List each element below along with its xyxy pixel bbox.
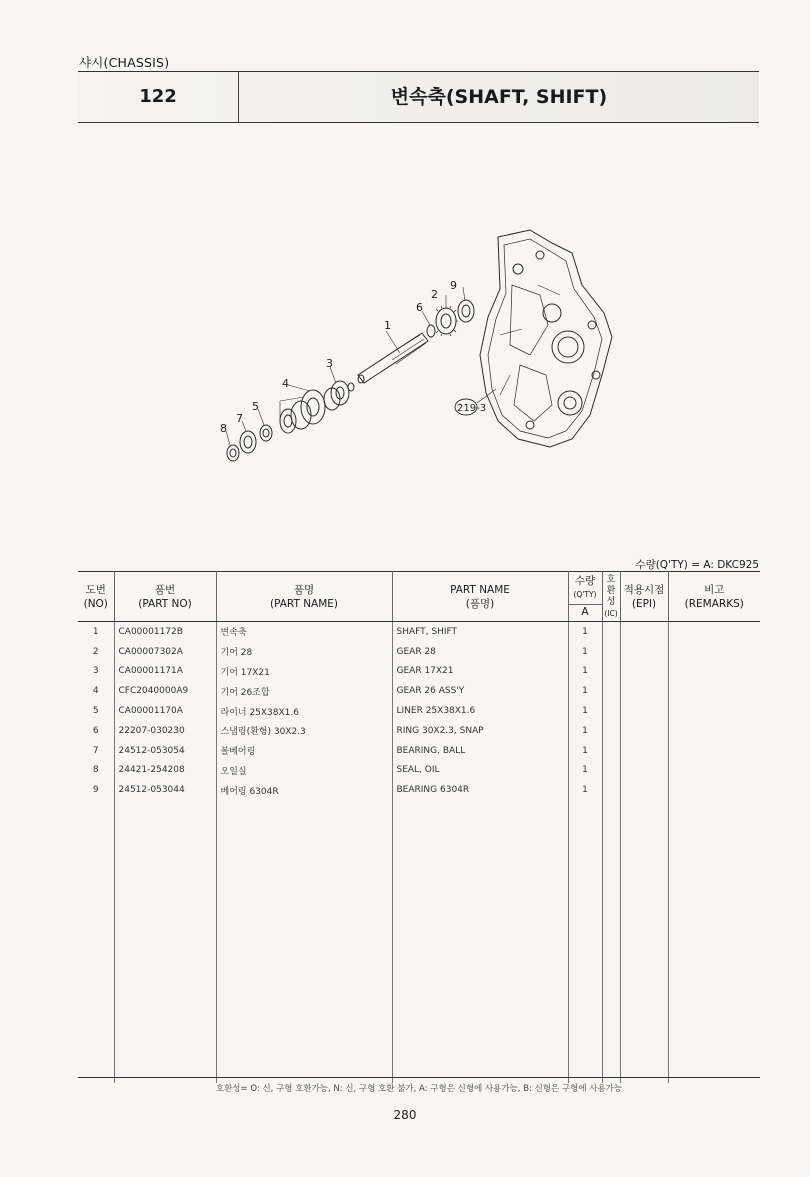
row-part-name-ko: 스냅링(환형) 30X2.3 [216,721,392,741]
reference-callout: 219-3 [457,403,487,414]
row-ic [602,701,620,721]
row-epi [620,662,668,682]
row-qty: 1 [568,622,602,642]
row-epi [620,780,668,800]
row-part-name-ko: 라이너 25X38X1.6 [216,701,392,721]
row-epi [620,642,668,662]
row-no: 2 [78,642,114,662]
row-part-no: 22207-030230 [114,721,216,741]
row-ic [602,681,620,701]
row-ic [602,642,620,662]
row-part-no: 24512-053054 [114,741,216,761]
col-header-ic: 호환성 (IC) [602,572,620,622]
row-epi [620,701,668,721]
empty-cell [216,800,392,1083]
row-ic [602,761,620,781]
part-7-bearing [240,431,256,453]
row-part-no: CA00001172B [114,622,216,642]
row-part-name-ko: 기어 26조합 [216,681,392,701]
transmission-case [480,230,612,447]
row-remarks [668,642,760,662]
table-row [78,701,760,721]
row-no: 9 [78,780,114,800]
col-header-part-no: 품번 (PART NO) [114,572,216,622]
row-qty: 1 [568,761,602,781]
callout-4: 4 [282,377,289,390]
table-row [78,761,760,781]
row-qty: 1 [568,741,602,761]
callout-7: 7 [236,412,243,425]
row-qty: 1 [568,780,602,800]
row-ic [602,721,620,741]
page-number: 280 [393,1108,417,1122]
row-qty: 1 [568,662,602,682]
row-epi [620,761,668,781]
row-part-name-en: SHAFT, SHIFT [392,622,568,642]
row-part-name-en: LINER 25X38X1.6 [392,701,568,721]
callout-5: 5 [252,400,259,413]
row-remarks [668,741,760,761]
empty-cell [620,800,668,1083]
col-header-part-name-en: PART NAME (품명) [392,572,568,622]
empty-cell [568,800,602,1083]
bottom-rule [78,1077,760,1078]
row-remarks [668,761,760,781]
part-8-seal [227,445,239,461]
table-row [78,741,760,761]
row-remarks [668,662,760,682]
row-part-name-en: GEAR 28 [392,642,568,662]
row-no: 3 [78,662,114,682]
row-no: 7 [78,741,114,761]
table-row [78,622,760,642]
parts-table [78,571,760,1083]
row-part-name-ko: 베어링 6304R [216,780,392,800]
row-part-no: CA00007302A [114,642,216,662]
empty-cell [392,800,568,1083]
row-part-name-en: BEARING, BALL [392,741,568,761]
col-header-remarks: 비고 (REMARKS) [668,572,760,622]
part-9-bearing [458,300,474,322]
table-row [78,780,760,800]
row-part-name-en: GEAR 17X21 [392,662,568,682]
exploded-parts-diagram [200,225,630,485]
part-4-gear [301,390,325,424]
callout-2: 2 [431,288,438,301]
row-no: 4 [78,681,114,701]
callout-6: 6 [416,301,423,314]
table-filler-row [78,800,760,1083]
row-part-name-en: SEAL, OIL [392,761,568,781]
callout-8: 8 [220,422,227,435]
row-part-no: CA00001171A [114,662,216,682]
part-2-gear [436,308,456,334]
row-no: 1 [78,622,114,642]
row-remarks [668,701,760,721]
qty-note: 수량(Q'TY) = A: DKC925 [635,559,759,571]
col-header-epi: 적용시점 (EPI) [620,572,668,622]
compatibility-legend: 호환성= O: 신, 구형 호환가능, N: 신, 구형 호환 불가, A: 구형은 신형에 사용가능, B: 신형은 구형에 사용가능 [215,1084,623,1094]
group-number: 122 [78,72,239,122]
row-qty: 1 [568,701,602,721]
row-no: 5 [78,701,114,721]
page-header [78,71,759,123]
row-no: 8 [78,761,114,781]
col-header-part-name-ko: 품명 (PART NAME) [216,572,392,622]
empty-cell [114,800,216,1083]
row-part-name-en: BEARING 6304R [392,780,568,800]
part-6-snap-ring [427,325,435,337]
row-ic [602,780,620,800]
row-qty: 1 [568,642,602,662]
row-part-name-ko: 기어 17X21 [216,662,392,682]
part-5-liner [260,425,272,441]
callout-9: 9 [450,279,457,292]
table-row [78,681,760,701]
row-qty: 1 [568,681,602,701]
row-ic [602,741,620,761]
table-row [78,642,760,662]
row-remarks [668,622,760,642]
row-part-name-ko: 변속축 [216,622,392,642]
table-row [78,721,760,741]
row-epi [620,721,668,741]
row-ic [602,662,620,682]
row-part-no: CFC2040000A9 [114,681,216,701]
row-part-name-ko: 기어 28 [216,642,392,662]
row-remarks [668,780,760,800]
part-1-shaft [358,333,428,383]
row-qty: 1 [568,721,602,741]
row-part-no: CA00001170A [114,701,216,721]
row-epi [620,741,668,761]
page-title: 변속축(SHAFT, SHIFT) [390,86,608,108]
empty-cell [602,800,620,1083]
row-part-name-ko: 볼베어링 [216,741,392,761]
row-part-no: 24421-254208 [114,761,216,781]
empty-cell [78,800,114,1083]
row-epi [620,622,668,642]
empty-cell [668,800,760,1083]
col-header-no: 도번 (NO) [78,572,114,622]
callout-3: 3 [326,357,333,370]
table-row [78,662,760,682]
callout-1: 1 [384,319,391,332]
col-header-qty: 수량 (Q'TY) A [568,572,602,622]
row-remarks [668,721,760,741]
row-part-name-en: GEAR 26 ASS'Y [392,681,568,701]
section-label: 샤시(CHASSIS) [79,55,170,70]
row-part-no: 24512-053044 [114,780,216,800]
row-epi [620,681,668,701]
row-part-name-en: RING 30X2.3, SNAP [392,721,568,741]
row-no: 6 [78,721,114,741]
row-part-name-ko: 오일실 [216,761,392,781]
row-ic [602,622,620,642]
row-remarks [668,681,760,701]
